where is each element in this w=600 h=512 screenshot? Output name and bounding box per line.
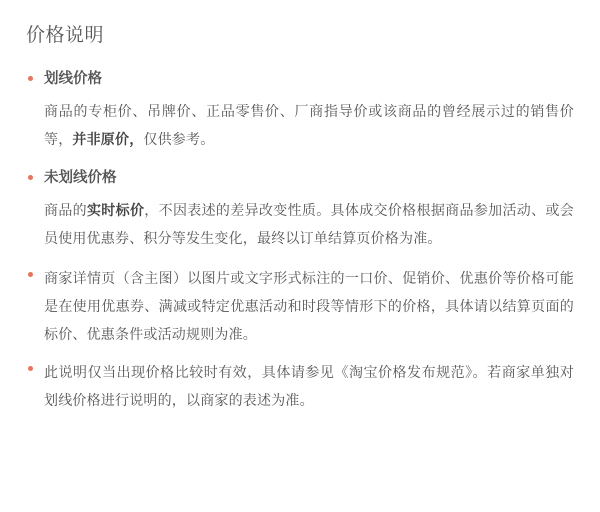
bullet-icon: [28, 76, 33, 81]
body-text-part-emphasis: 实时标价: [86, 202, 145, 218]
section-underlined-price: [26, 68, 574, 153]
bullet-icon: [28, 175, 33, 180]
body-text-part-emphasis: 并非原价，: [72, 131, 144, 147]
section-body: 此说明仅当出现价格比较时有效，具体请参见《淘宝价格发布规范》。若商家单独对划线价格进行说明的，以商家的表述为准。: [44, 364, 574, 408]
section-scope-note: [26, 358, 574, 414]
page-title: 价格说明: [26, 25, 105, 46]
bullet-icon: [28, 366, 33, 371]
body-text-part: 仅供参考。: [143, 131, 215, 147]
section-heading: 未划线价格: [44, 170, 117, 186]
bullet-icon: [28, 272, 33, 277]
section-merchant-detail-page: [26, 264, 574, 348]
body-text-part: 商品的: [44, 202, 87, 218]
section-body: [44, 97, 574, 153]
section-body: [44, 196, 574, 252]
section-non-underlined-price: [26, 167, 574, 252]
section-body: 商家详情页（含主图）以图片或文字形式标注的一口价、促销价、优惠价等价格可能是在使用优惠券、满减或特定优惠活动和时段等情形下的价格，具体请以结算页面的标价、优惠条件或活动规则为准。: [44, 270, 574, 342]
body-text-part: ，不因表述的差异改变性质。具体成交价格根据商品参加活动、或会员使用优惠券、积分等发生变化，最终以订单结算页价格为准。: [44, 202, 574, 246]
body-text-part: 商品的专柜价、吊牌价、正品零售价、厂商指导价或该商品的曾经展示过的销售价等，: [44, 103, 574, 147]
section-heading: 划线价格: [44, 71, 102, 87]
